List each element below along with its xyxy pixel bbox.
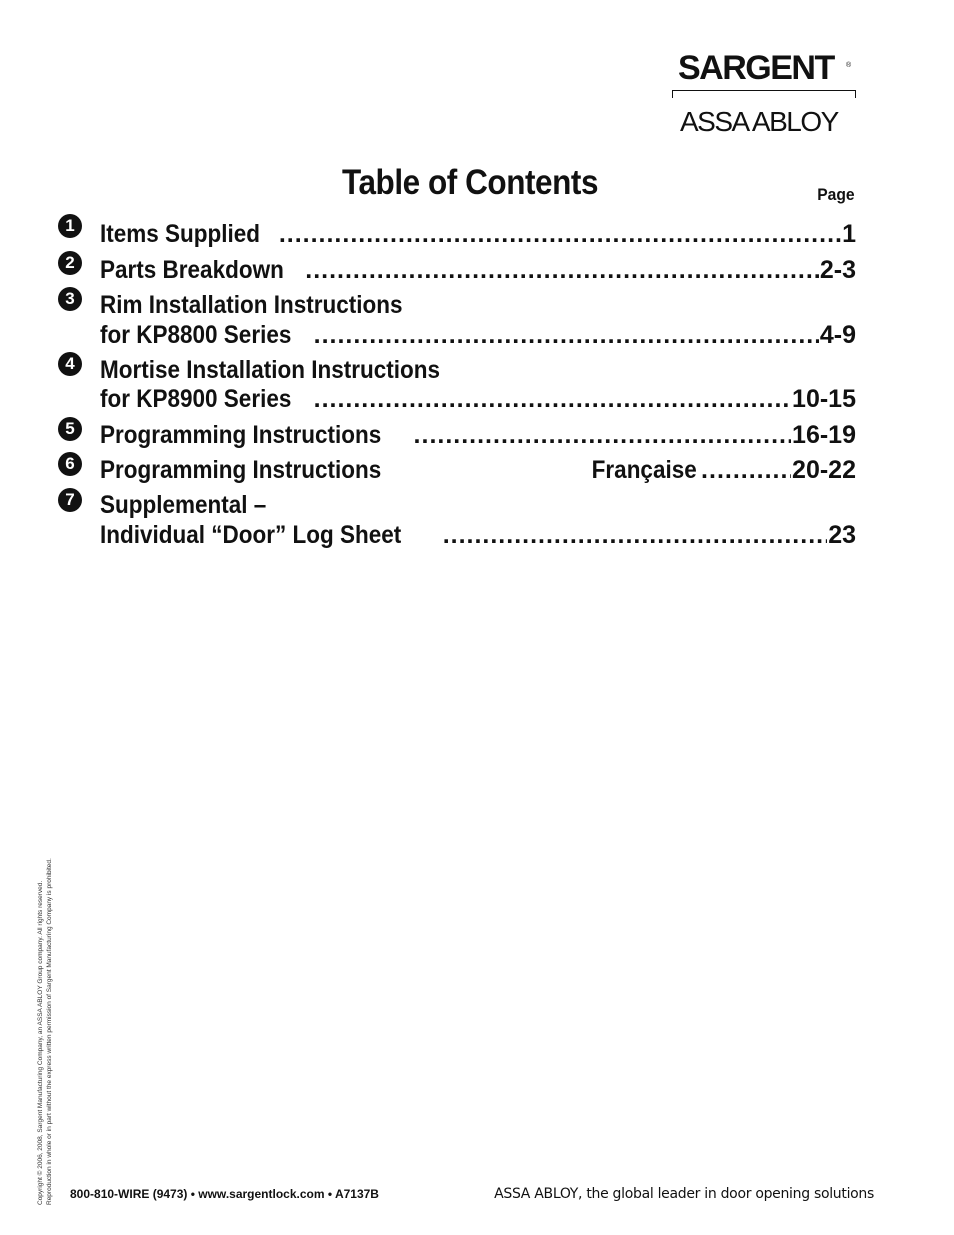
toc-entry-page: 16-19 — [792, 421, 856, 449]
dot-leader — [414, 420, 792, 450]
toc-entry[interactable] — [100, 520, 856, 550]
toc-entry[interactable] — [100, 219, 856, 249]
section-number-badge: 6 — [58, 452, 82, 476]
toc-entry-title: Items Supplied — [100, 220, 261, 248]
page-column-label: Page — [817, 185, 855, 204]
footer-contact: 800-810-WIRE (9473) • www.sargentlock.com • A7137B — [70, 1187, 379, 1201]
toc-entry-language: Française — [591, 456, 698, 484]
toc-entry-title: Individual “Door” Log Sheet — [100, 521, 408, 549]
footer-tagline: ASSA ABLOY, the global leader in door opening solutions — [494, 1186, 874, 1202]
dot-leader — [314, 384, 791, 414]
section-number-badge: 5 — [58, 417, 82, 441]
dot-leader — [305, 255, 819, 285]
toc-entry[interactable] — [100, 420, 856, 450]
copyright-notice — [36, 785, 54, 1205]
dot-leader — [279, 219, 841, 249]
toc-entry-page: 20-22 — [792, 456, 856, 484]
copyright-line: Copyright © 2006, 2008, Sargent Manufacturing Company, an ASSA ABLOY Group company. All rights reserved. — [37, 880, 44, 1205]
section-number-badge: 2 — [58, 251, 82, 275]
toc-entry-page: 2-3 — [819, 256, 856, 284]
toc-entry-page: 1 — [842, 220, 856, 248]
toc-entry[interactable] — [100, 455, 856, 485]
toc-entry-title: for KP8800 Series — [100, 321, 292, 349]
logo-registered-mark: ® — [846, 62, 852, 69]
copyright-line: Reproduction in whole or in part without the express written permission of Sargent Manufacturing Company is prohibited. — [46, 858, 53, 1205]
dot-leader — [314, 320, 819, 350]
dot-leader — [443, 520, 828, 550]
section-number-badge: 1 — [58, 214, 82, 238]
table-of-contents — [0, 0, 954, 600]
page-title: Table of Contents — [342, 163, 599, 202]
toc-entry-title: for KP8900 Series — [100, 385, 292, 413]
toc-entry-page: 4-9 — [819, 321, 856, 349]
section-number-badge: 7 — [58, 488, 82, 512]
toc-entry[interactable] — [100, 255, 856, 285]
toc-entry-title: Parts Breakdown — [100, 256, 284, 284]
logo-parent: ASSA ABLOY — [680, 106, 838, 137]
section-number-badge: 3 — [58, 287, 82, 311]
toc-entry-title: Mortise Installation Instructions — [100, 356, 441, 384]
toc-entry-title: Programming Instructions — [100, 421, 382, 449]
toc-entry-title: Programming Instructions — [100, 456, 382, 484]
toc-entry[interactable] — [100, 384, 856, 414]
toc-entry-page: 23 — [828, 521, 856, 549]
section-number-badge: 4 — [58, 352, 82, 376]
toc-entry-heading — [100, 355, 856, 385]
toc-entry[interactable] — [100, 320, 856, 350]
toc-entry-heading — [100, 290, 856, 320]
dot-leader — [701, 455, 791, 485]
toc-entry-heading — [100, 490, 856, 520]
toc-entry-title: Rim Installation Instructions — [100, 291, 403, 319]
toc-entry-title: Supplemental – — [100, 491, 267, 519]
logo-brand: SARGENT — [678, 49, 834, 87]
toc-entry-page: 10-15 — [792, 385, 856, 413]
